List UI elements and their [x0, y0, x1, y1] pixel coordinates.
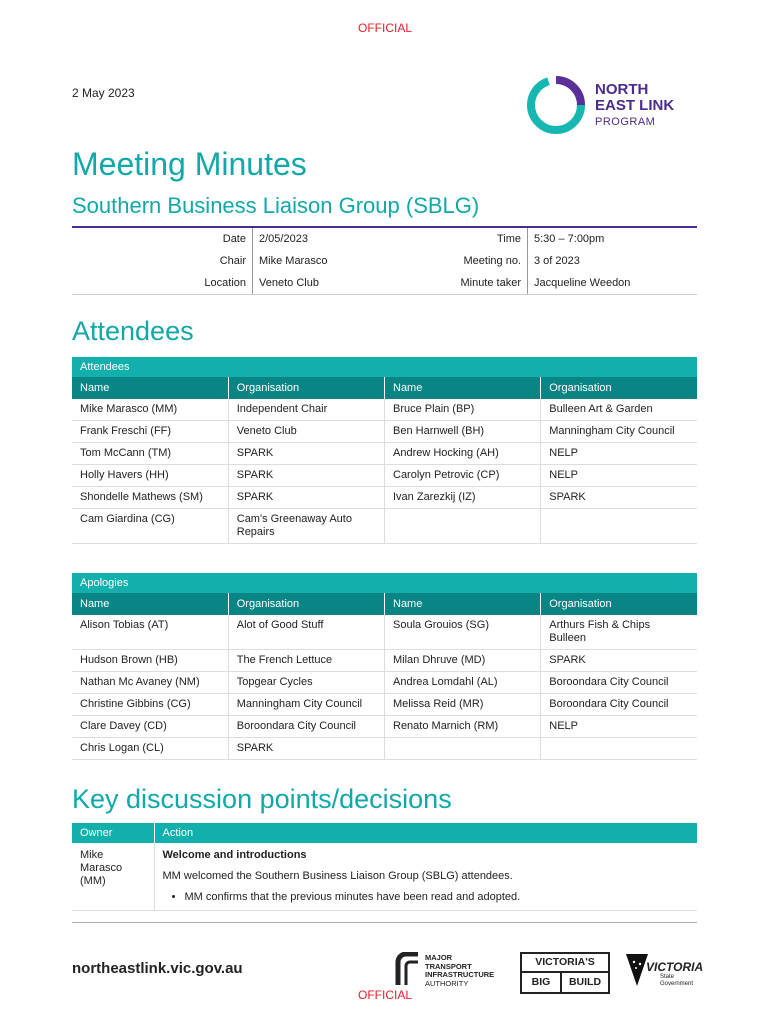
table-row: [72, 421, 697, 443]
column-header: Organisation: [541, 377, 697, 399]
table-row: [72, 738, 697, 760]
table-cell: SPARK: [228, 738, 384, 760]
meta-value: Jacqueline Weedon: [527, 272, 697, 294]
table-row: [72, 487, 697, 509]
vbb-line: BUILD: [568, 976, 602, 988]
mtia-line: INFRASTRUCTURE: [425, 970, 495, 979]
logo-line-1: NORTH: [595, 81, 649, 98]
column-header: Name: [72, 593, 228, 615]
table-cell: SPARK: [228, 443, 384, 465]
table-cell: Mike Marasco (MM): [72, 399, 228, 421]
footer-divider: [72, 922, 697, 923]
table-cell: Carolyn Petrovic (CP): [385, 465, 541, 487]
table-cell: Independent Chair: [228, 399, 384, 421]
table-cell: NELP: [541, 443, 697, 465]
table-cell: [385, 738, 541, 760]
table-cell: Alison Tobias (AT): [72, 615, 228, 650]
table-cell: Boroondara City Council: [541, 694, 697, 716]
column-header: Organisation: [228, 377, 384, 399]
table-cell: Cam's Greenaway Auto Repairs: [228, 509, 384, 544]
meta-label: Location: [204, 277, 246, 289]
meeting-details: [72, 226, 697, 295]
vic-wordmark: VICTORIA: [646, 960, 704, 974]
logo-line-3: PROGRAM: [595, 116, 656, 128]
table-cell: SPARK: [228, 487, 384, 509]
table-cell: Soula Grouios (SG): [385, 615, 541, 650]
table-cell: [541, 738, 697, 760]
meta-label: Meeting no.: [463, 255, 521, 267]
official-label-bottom: OFFICIAL: [357, 988, 412, 1002]
page-subtitle: Southern Business Liaison Group (SBLG): [72, 193, 480, 218]
table-cell: Holly Havers (HH): [72, 465, 228, 487]
table-cell: Alot of Good Stuff: [228, 615, 384, 650]
table-cell: Shondelle Mathews (SM): [72, 487, 228, 509]
table-row: [72, 443, 697, 465]
ring-logo-icon: [525, 74, 587, 136]
vic-line: Government: [660, 981, 694, 987]
meta-label: Date: [222, 233, 246, 245]
table-cell: Cam Giardina (CG): [72, 509, 228, 544]
table-cell: Chris Logan (CL): [72, 738, 228, 760]
action-bullet: • MM confirms that the previous minutes have been read and adopted.: [185, 891, 690, 904]
table-cell: Christine Gibbins (CG): [72, 694, 228, 716]
table-row: [72, 694, 697, 716]
mtia-road-icon: [395, 952, 421, 986]
victoria-state-government-logo: [626, 952, 704, 990]
table-cell: Ivan Zarezkij (IZ): [385, 487, 541, 509]
table-row: [72, 509, 697, 544]
action-detail: [154, 843, 697, 911]
table-cell: SPARK: [541, 650, 697, 672]
column-header: Name: [385, 593, 541, 615]
column-header: Name: [72, 377, 228, 399]
actions-table: [72, 823, 697, 911]
meta-row: [72, 272, 697, 294]
table-cell: Andrea Lomdahl (AL): [385, 672, 541, 694]
table-cell: Melissa Reid (MR): [385, 694, 541, 716]
action-owner: Mike Marasco (MM): [72, 843, 154, 911]
action-item-text: MM welcomed the Southern Business Liaison Group (SBLG) attendees.: [162, 870, 513, 882]
table-cell: [541, 509, 697, 544]
meta-value: Veneto Club: [252, 272, 449, 294]
table-cell: Bulleen Art & Garden: [541, 399, 697, 421]
mtia-line: TRANSPORT: [425, 961, 472, 971]
table-band: Apologies: [72, 573, 697, 593]
table-row: [72, 399, 697, 421]
meta-value: 3 of 2023: [527, 250, 697, 272]
table-row: [72, 615, 697, 650]
table-cell: Arthurs Fish & Chips Bulleen: [541, 615, 697, 650]
column-header: Organisation: [228, 593, 384, 615]
meta-row: [72, 250, 697, 272]
column-header: Name: [385, 377, 541, 399]
table-cell: NELP: [541, 465, 697, 487]
table-cell: Frank Freschi (FF): [72, 421, 228, 443]
table-cell: Ben Harnwell (BH): [385, 421, 541, 443]
table-cell: Veneto Club: [228, 421, 384, 443]
meta-value: 5:30 – 7:00pm: [527, 228, 697, 250]
table-cell: Tom McCann (TM): [72, 443, 228, 465]
vic-line: State: [660, 974, 675, 980]
table-row: [72, 843, 697, 911]
table-row: [72, 465, 697, 487]
mtia-line: MAJOR: [425, 953, 453, 962]
table-cell: Andrew Hocking (AH): [385, 443, 541, 465]
table-cell: SPARK: [541, 487, 697, 509]
table-cell: Renato Marnich (RM): [385, 716, 541, 738]
document-date: 2 May 2023: [72, 86, 135, 100]
table-cell: Boroondara City Council: [228, 716, 384, 738]
table-cell: [385, 509, 541, 544]
meta-label: Time: [496, 233, 521, 245]
table-cell: Manningham City Council: [541, 421, 697, 443]
column-header: Action: [154, 823, 697, 843]
apologies-table: [72, 573, 697, 760]
attendees-table: [72, 357, 697, 544]
action-item-title: Welcome and introductions: [162, 849, 307, 861]
vbb-line: BIG: [522, 973, 562, 992]
table-row: [72, 650, 697, 672]
mtia-logo: [395, 952, 507, 988]
table-cell: NELP: [541, 716, 697, 738]
victoria-triangle-icon: [626, 952, 648, 988]
table-band: Attendees: [72, 357, 697, 377]
column-header: Owner: [72, 823, 154, 843]
table-cell: Nathan Mc Avaney (NM): [72, 672, 228, 694]
column-header: Organisation: [541, 593, 697, 615]
table-cell: Topgear Cycles: [228, 672, 384, 694]
vbb-line: VICTORIA'S: [522, 954, 608, 973]
table-cell: Boroondara City Council: [541, 672, 697, 694]
meta-label: Minute taker: [460, 277, 521, 289]
attendees-heading: Attendees: [72, 316, 194, 346]
table-cell: Hudson Brown (HB): [72, 650, 228, 672]
table-cell: Clare Davey (CD): [72, 716, 228, 738]
official-label-top: OFFICIAL: [357, 21, 412, 35]
table-row: [72, 672, 697, 694]
mtia-line: AUTHORITY: [425, 978, 469, 988]
meta-label: Chair: [219, 255, 246, 267]
meta-value: Mike Marasco: [252, 250, 449, 272]
table-cell: Manningham City Council: [228, 694, 384, 716]
table-cell: The French Lettuce: [228, 650, 384, 672]
table-row: [72, 716, 697, 738]
meta-value: 2/05/2023: [252, 228, 449, 250]
key-discussion-heading: Key discussion points/decisions: [72, 784, 452, 814]
page-title: Meeting Minutes: [72, 146, 307, 182]
north-east-link-logo: [525, 74, 700, 136]
meta-row: [72, 228, 697, 250]
website-url: northeastlink.vic.gov.au: [72, 960, 243, 977]
table-cell: Milan Dhruve (MD): [385, 650, 541, 672]
logo-line-2: EAST LINK: [595, 97, 675, 114]
table-cell: SPARK: [228, 465, 384, 487]
table-cell: Bruce Plain (BP): [385, 399, 541, 421]
